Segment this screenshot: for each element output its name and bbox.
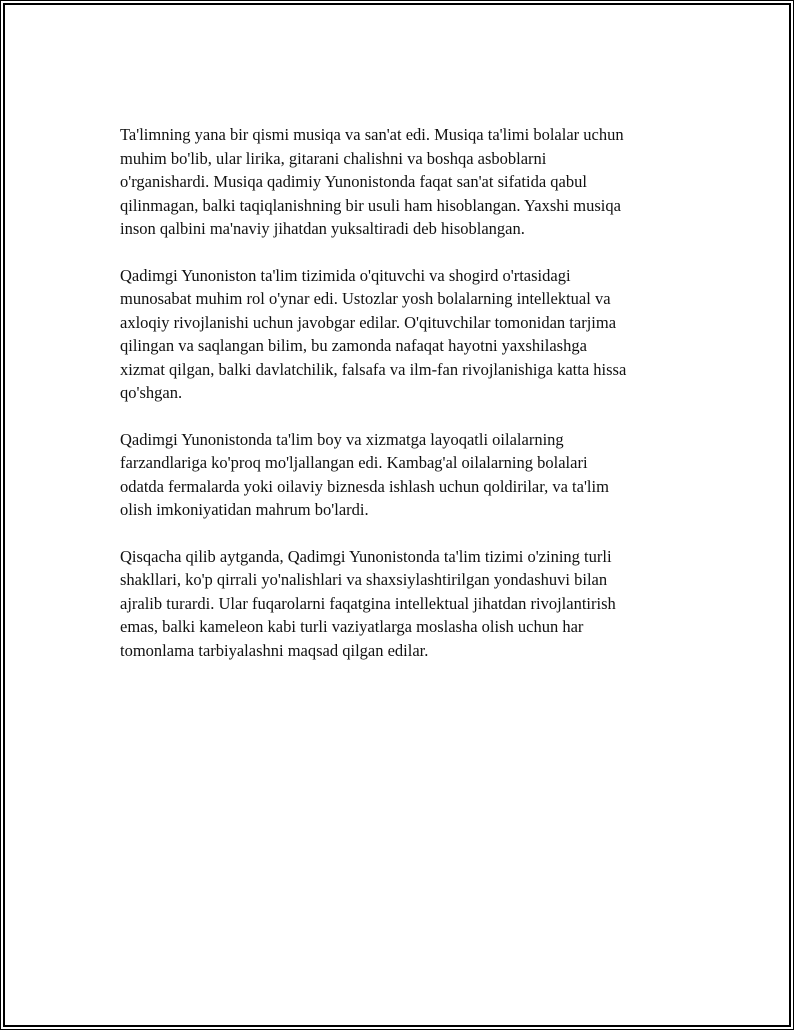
text-line: o'rganishardi. Musiqa qadimiy Yunonistonda faqat san'at sifatida qabul bbox=[120, 172, 587, 191]
text-line: ajralib turardi. Ular fuqarolarni faqatgina intellektual jihatdan rivojlantirish bbox=[120, 593, 616, 613]
text-line: qilingan va saqlangan bilim, bu zamonda nafaqat hayotni yaxshilashga bbox=[120, 336, 587, 355]
paragraph-3 bbox=[120, 428, 700, 522]
text-line: Qadimgi Yunoniston ta'lim tizimida o'qituvchi va shogird o'rtasidagi bbox=[120, 265, 571, 285]
text-line: munosabat muhim rol o'ynar edi. Ustozlar yosh bolalarning intellektual va bbox=[120, 289, 611, 308]
page-border bbox=[3, 3, 791, 1027]
text-line: Qadimgi Yunonistonda ta'lim boy va xizmatga layoqatli oilalarning bbox=[120, 429, 564, 449]
text-line: farzandlariga ko'proq mo'ljallangan edi. Kambag'al oilalarning bolalari bbox=[120, 453, 588, 472]
text-line: olish imkoniyatidan mahrum bo'lardi. bbox=[120, 500, 369, 519]
text-line: qo'shgan. bbox=[120, 383, 183, 402]
text-line: Qisqacha qilib aytganda, Qadimgi Yunonistonda ta'lim tizimi o'zining turli bbox=[120, 546, 612, 566]
text-line: inson qalbini ma'naviy jihatdan yuksaltiradi deb hisoblangan. bbox=[120, 219, 525, 238]
paragraph-2 bbox=[120, 264, 700, 405]
paragraph-4 bbox=[120, 545, 700, 663]
text-line: Ta'limning yana bir qismi musiqa va san'at edi. Musiqa ta'limi bolalar uchun bbox=[120, 125, 624, 144]
text-line: qilinmagan, balki taqiqlanishning bir usuli ham hisoblangan. Yaxshi musiqa bbox=[120, 195, 621, 215]
text-line: odatda fermalarda yoki oilaviy biznesda ishlash uchun qoldirilar, va ta'lim bbox=[120, 476, 609, 496]
text-line: tomonlama tarbiyalashni maqsad qilgan edilar. bbox=[120, 640, 429, 660]
text-line: shakllari, ko'p qirrali yo'nalishlari va shaxsiylashtirilgan yondashuvi bilan bbox=[120, 570, 608, 589]
document-body bbox=[120, 123, 700, 685]
text-line: xizmat qilgan, balki davlatchilik, falsafa va ilm-fan rivojlanishiga katta hissa bbox=[120, 359, 627, 379]
text-line: emas, balki kameleon kabi turli vaziyatlarga moslasha olish uchun har bbox=[120, 617, 584, 636]
paragraph-1 bbox=[120, 123, 700, 241]
text-line: axloqiy rivojlanishi uchun javobgar edilar. O'qituvchilar tomonidan tarjima bbox=[120, 312, 617, 332]
text-line: muhim bo'lib, ular lirika, gitarani chalishni va boshqa asboblarni bbox=[120, 148, 547, 168]
